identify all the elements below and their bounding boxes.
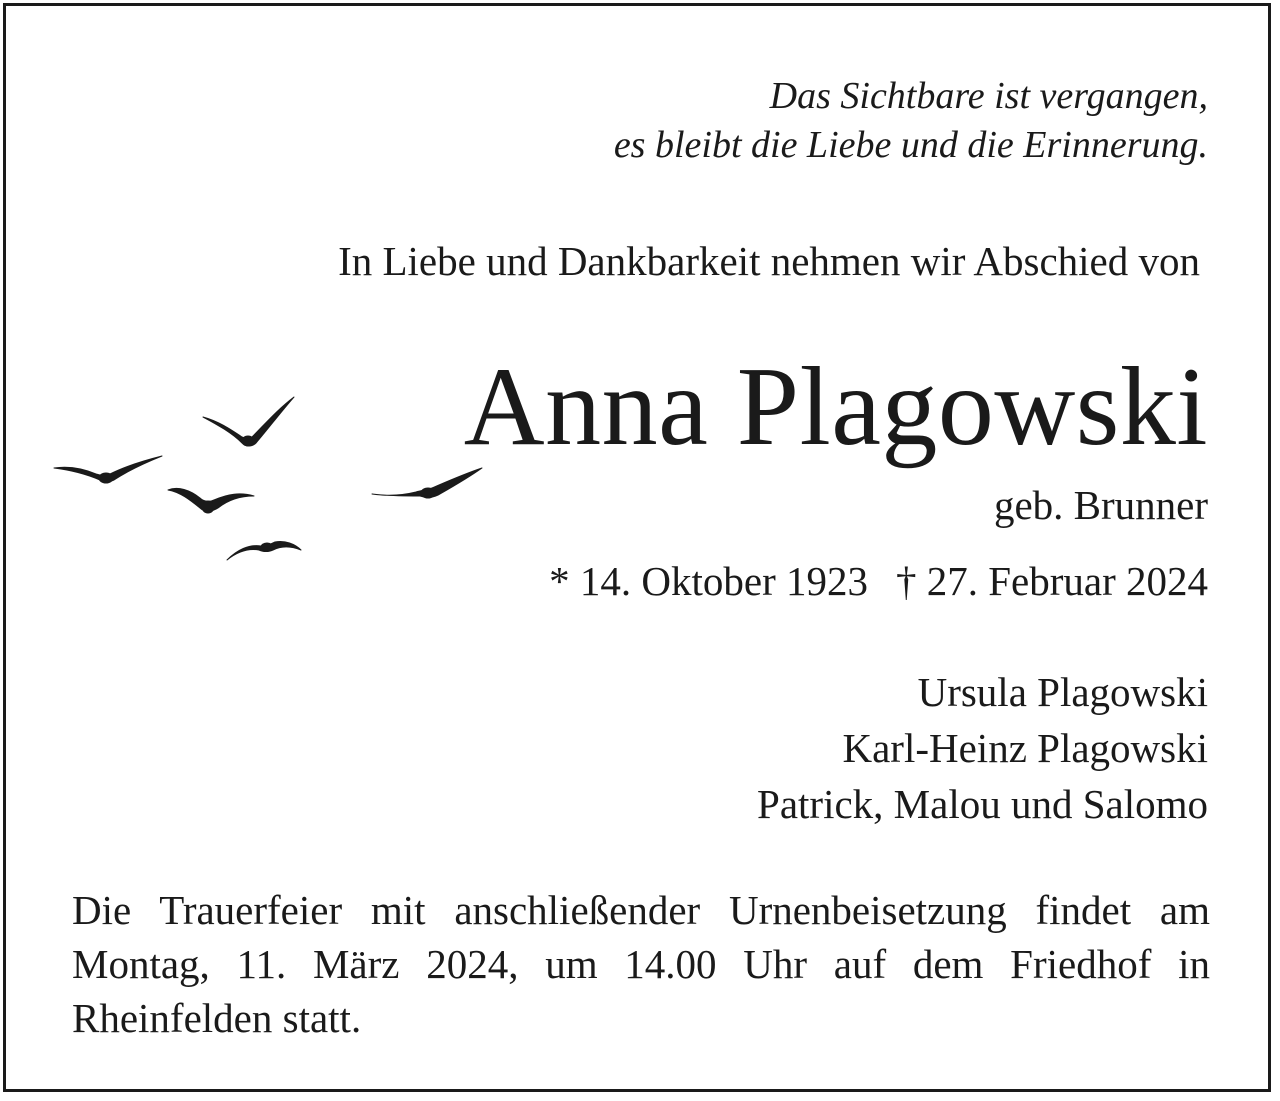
motto-line-1: Das Sichtbare ist vergangen,	[769, 75, 1208, 117]
flying-birds-icon	[50, 380, 490, 580]
maiden-name: geb. Brunner	[993, 482, 1208, 528]
deceased-name: Anna Plagowski	[463, 345, 1208, 469]
life-dates	[549, 556, 1208, 606]
bird-icon	[168, 488, 254, 513]
death-date: † 27. Februar 2024	[895, 558, 1208, 604]
intro-line: In Liebe und Dankbarkeit nehmen wir Abschied von	[338, 238, 1200, 284]
mourner-name: Ursula Plagowski	[917, 669, 1208, 715]
mourners-list	[757, 664, 1208, 832]
motto-quote	[614, 72, 1208, 170]
bird-icon	[203, 397, 294, 446]
mourner-name: Karl-Heinz Plagowski	[842, 725, 1208, 771]
bird-icon	[372, 468, 482, 498]
mourner-name: Patrick, Malou und Salomo	[757, 781, 1208, 827]
bird-icon	[54, 456, 162, 483]
motto-line-2: es bleibt die Liebe und die Erinnerung.	[613, 124, 1208, 166]
funeral-notice: Die Trauerfeier mit anschließender Urnenbeisetzung findet am Montag, 11. März 2024, um 14.00 Uhr auf dem Friedhof in Rheinfelden statt.	[72, 887, 1210, 1041]
bird-icon	[227, 541, 301, 560]
birth-date: * 14. Oktober 1923	[549, 558, 868, 604]
